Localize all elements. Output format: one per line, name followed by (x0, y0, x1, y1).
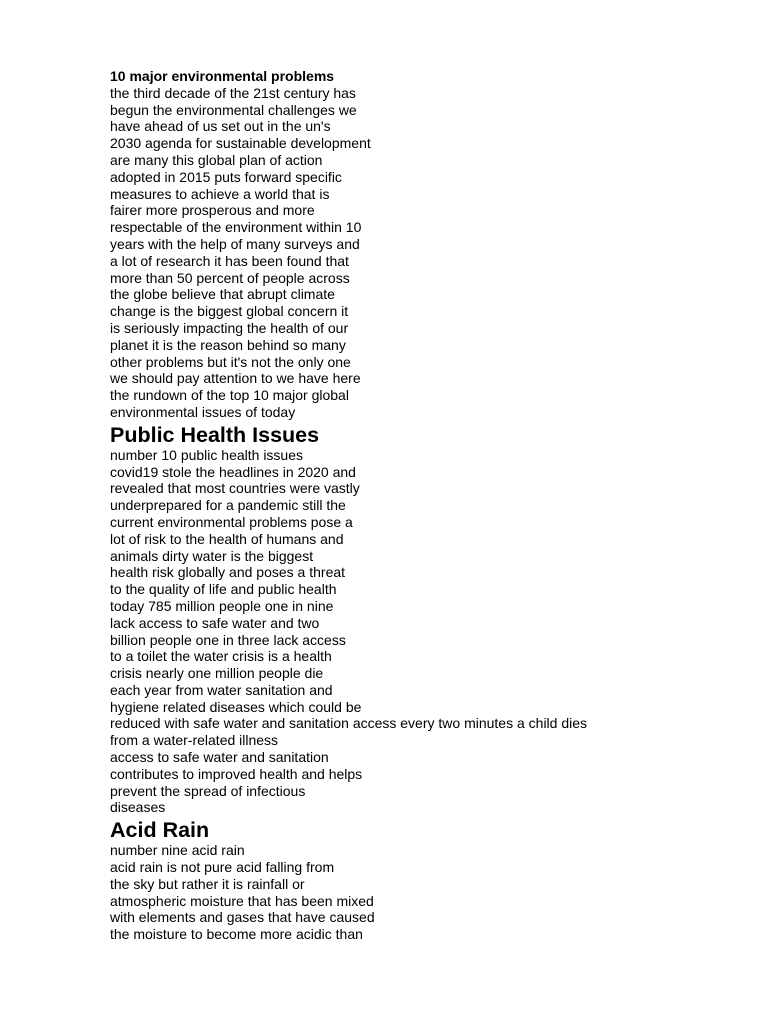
text-line: crisis nearly one million people die (110, 665, 324, 682)
text-line: to a toilet the water crisis is a health (110, 648, 332, 665)
text-line: the third decade of the 21st century has (110, 84, 356, 101)
document-title: 10 major environmental problems (110, 68, 335, 84)
text-line: number nine acid rain (110, 842, 245, 859)
text-line: is seriously impacting the health of our (110, 319, 349, 336)
text-line: acid rain is not pure acid falling from (110, 859, 335, 876)
section-heading: Acid Rain (110, 818, 210, 843)
text-line: underprepared for a pandemic still the (110, 497, 346, 514)
text-line: contributes to improved health and helps (110, 765, 363, 782)
text-line: access to safe water and sanitation (110, 749, 329, 766)
section (110, 423, 750, 817)
text-line: years with the help of many surveys and (110, 235, 360, 252)
intro-paragraph (110, 85, 750, 421)
text-line: the rundown of the top 10 major global (110, 387, 349, 404)
section-heading: Public Health Issues (110, 422, 320, 447)
text-line: animals dirty water is the biggest (110, 547, 314, 564)
text-line: to the quality of life and public health (110, 581, 337, 598)
text-line: environmental issues of today (110, 403, 296, 420)
text-line: hygiene related diseases which could be (110, 698, 362, 715)
section (110, 818, 750, 943)
text-line: a lot of research it has been found that (110, 252, 349, 269)
text-line: revealed that most countries were vastly (110, 480, 360, 497)
text-line: lack access to safe water and two (110, 614, 320, 631)
text-line: begun the environmental challenges we (110, 101, 357, 118)
text-line: respectable of the environment within 10 (110, 219, 362, 236)
text-line: number 10 public health issues (110, 446, 304, 463)
text-line: each year from water sanitation and (110, 681, 333, 698)
text-line: health risk globally and poses a threat (110, 564, 346, 581)
sections-container (110, 423, 750, 943)
text-line: prevent the spread of infectious (110, 782, 306, 799)
text-line: measures to achieve a world that is (110, 185, 330, 202)
document-page (110, 68, 750, 943)
text-line: diseases (110, 799, 166, 816)
text-line: the sky but rather it is rainfall or (110, 875, 305, 892)
text-line: today 785 million people one in nine (110, 597, 334, 614)
text-line: 2030 agenda for sustainable development (110, 135, 371, 152)
text-line: from a water-related illness (110, 732, 279, 749)
text-line: adopted in 2015 puts forward specific (110, 168, 342, 185)
text-line: change is the biggest global concern it (110, 303, 349, 320)
text-line: have ahead of us set out in the un's (110, 118, 331, 135)
text-line: covid19 stole the headlines in 2020 and (110, 463, 356, 480)
text-line: the globe believe that abrupt climate (110, 286, 335, 303)
text-line: reduced with safe water and sanitation access every two minutes a child dies (110, 715, 588, 732)
text-line: billion people one in three lack access (110, 631, 346, 648)
text-line: lot of risk to the health of humans and (110, 530, 344, 547)
text-line: other problems but it's not the only one (110, 353, 351, 370)
text-line: more than 50 percent of people across (110, 269, 350, 286)
text-line: current environmental problems pose a (110, 513, 353, 530)
text-line: are many this global plan of action (110, 151, 323, 168)
text-line: we should pay attention to we have here (110, 370, 361, 387)
text-line: fairer more prosperous and more (110, 202, 315, 219)
text-line: planet it is the reason behind so many (110, 336, 346, 353)
text-line: with elements and gases that have caused (110, 909, 375, 926)
text-line: the moisture to become more acidic than (110, 926, 363, 943)
text-line: atmospheric moisture that has been mixed (110, 892, 374, 909)
